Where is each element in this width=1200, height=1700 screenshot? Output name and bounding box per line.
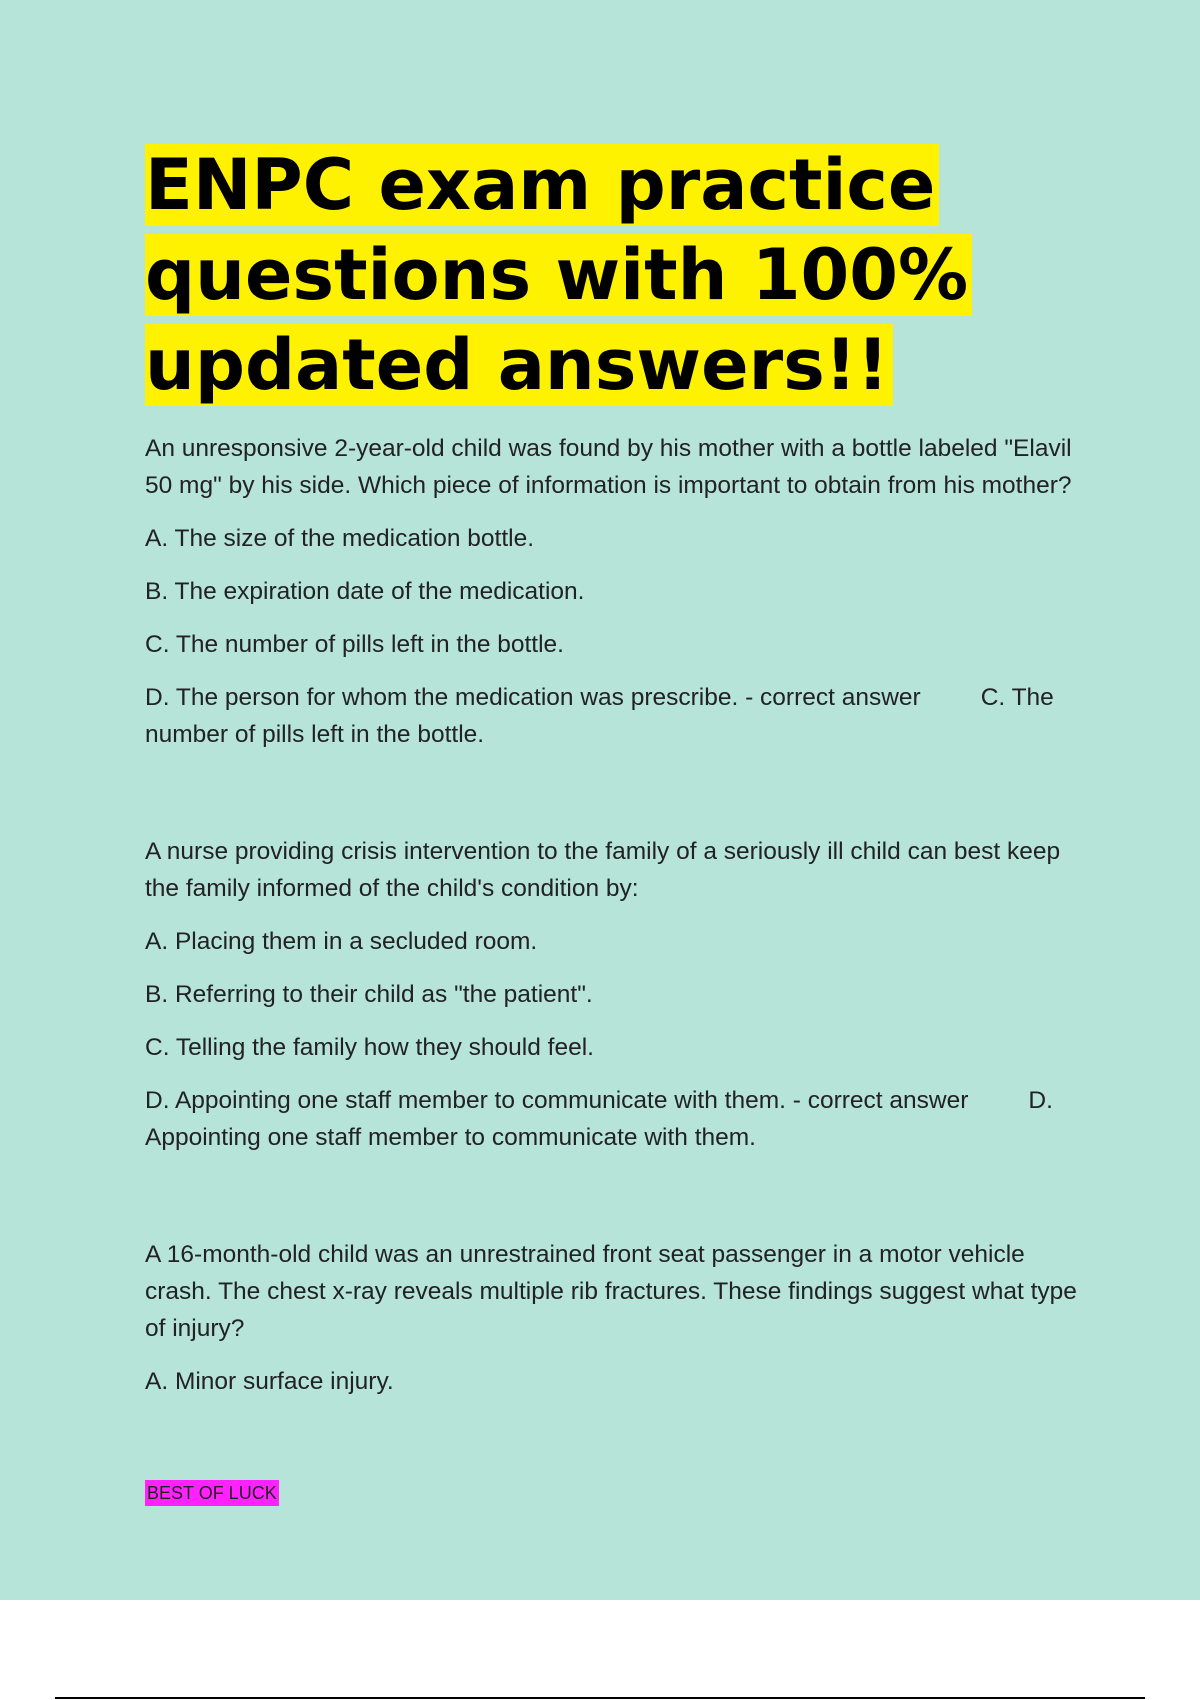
question-block-2 [145,833,1085,1156]
answer-option: D. The person for whom the medication was prescribe. - correct answer [145,684,921,711]
answer-option: B. Referring to their child as "the patient". [145,981,593,1008]
question-block-1 [145,430,1085,753]
document-title-text: ENPC exam practice questions with 100% updated answers!! [145,144,972,406]
question-stem: A 16-month-old child was an unrestrained front seat passenger in a motor vehicle crash. The chest x-ray reveals multiple rib fractures. These findings suggest what type of injury? [145,1241,1077,1342]
answer-option: A. Minor surface injury. [145,1368,394,1395]
footer-divider [55,1697,1145,1699]
answer-option-with-answer [145,679,1085,753]
answer-option-with-answer [145,1082,1085,1156]
document-body [145,140,1085,1506]
question-gap [145,1172,1085,1236]
correct-answer: D. Appointing one staff member to communicate with them. [145,1087,1053,1151]
answer-option: A. The size of the medication bottle. [145,525,535,552]
question-block-3 [145,1236,1085,1400]
answer-option: C. Telling the family how they should feel. [145,1034,594,1061]
answer-option: C. The number of pills left in the bottle. [145,631,564,658]
document-title [145,140,1065,410]
question-stem: A nurse providing crisis intervention to the family of a seriously ill child can best keep the family informed of the child's condition by: [145,838,1061,902]
best-of-luck-badge: BEST OF LUCK [145,1480,279,1506]
answer-option: D. Appointing one staff member to communicate with them. - correct answer [145,1087,969,1114]
correct-answer: C. The number of pills left in the bottle. [145,684,1054,748]
answer-option: B. The expiration date of the medication. [145,578,585,605]
answer-option: A. Placing them in a secluded room. [145,928,538,955]
question-stem: An unresponsive 2-year-old child was found by his mother with a bottle labeled "Elavil 50 mg" by his side. Which piece of information is important to obtain from his mother? [145,435,1072,499]
question-gap [145,769,1085,833]
